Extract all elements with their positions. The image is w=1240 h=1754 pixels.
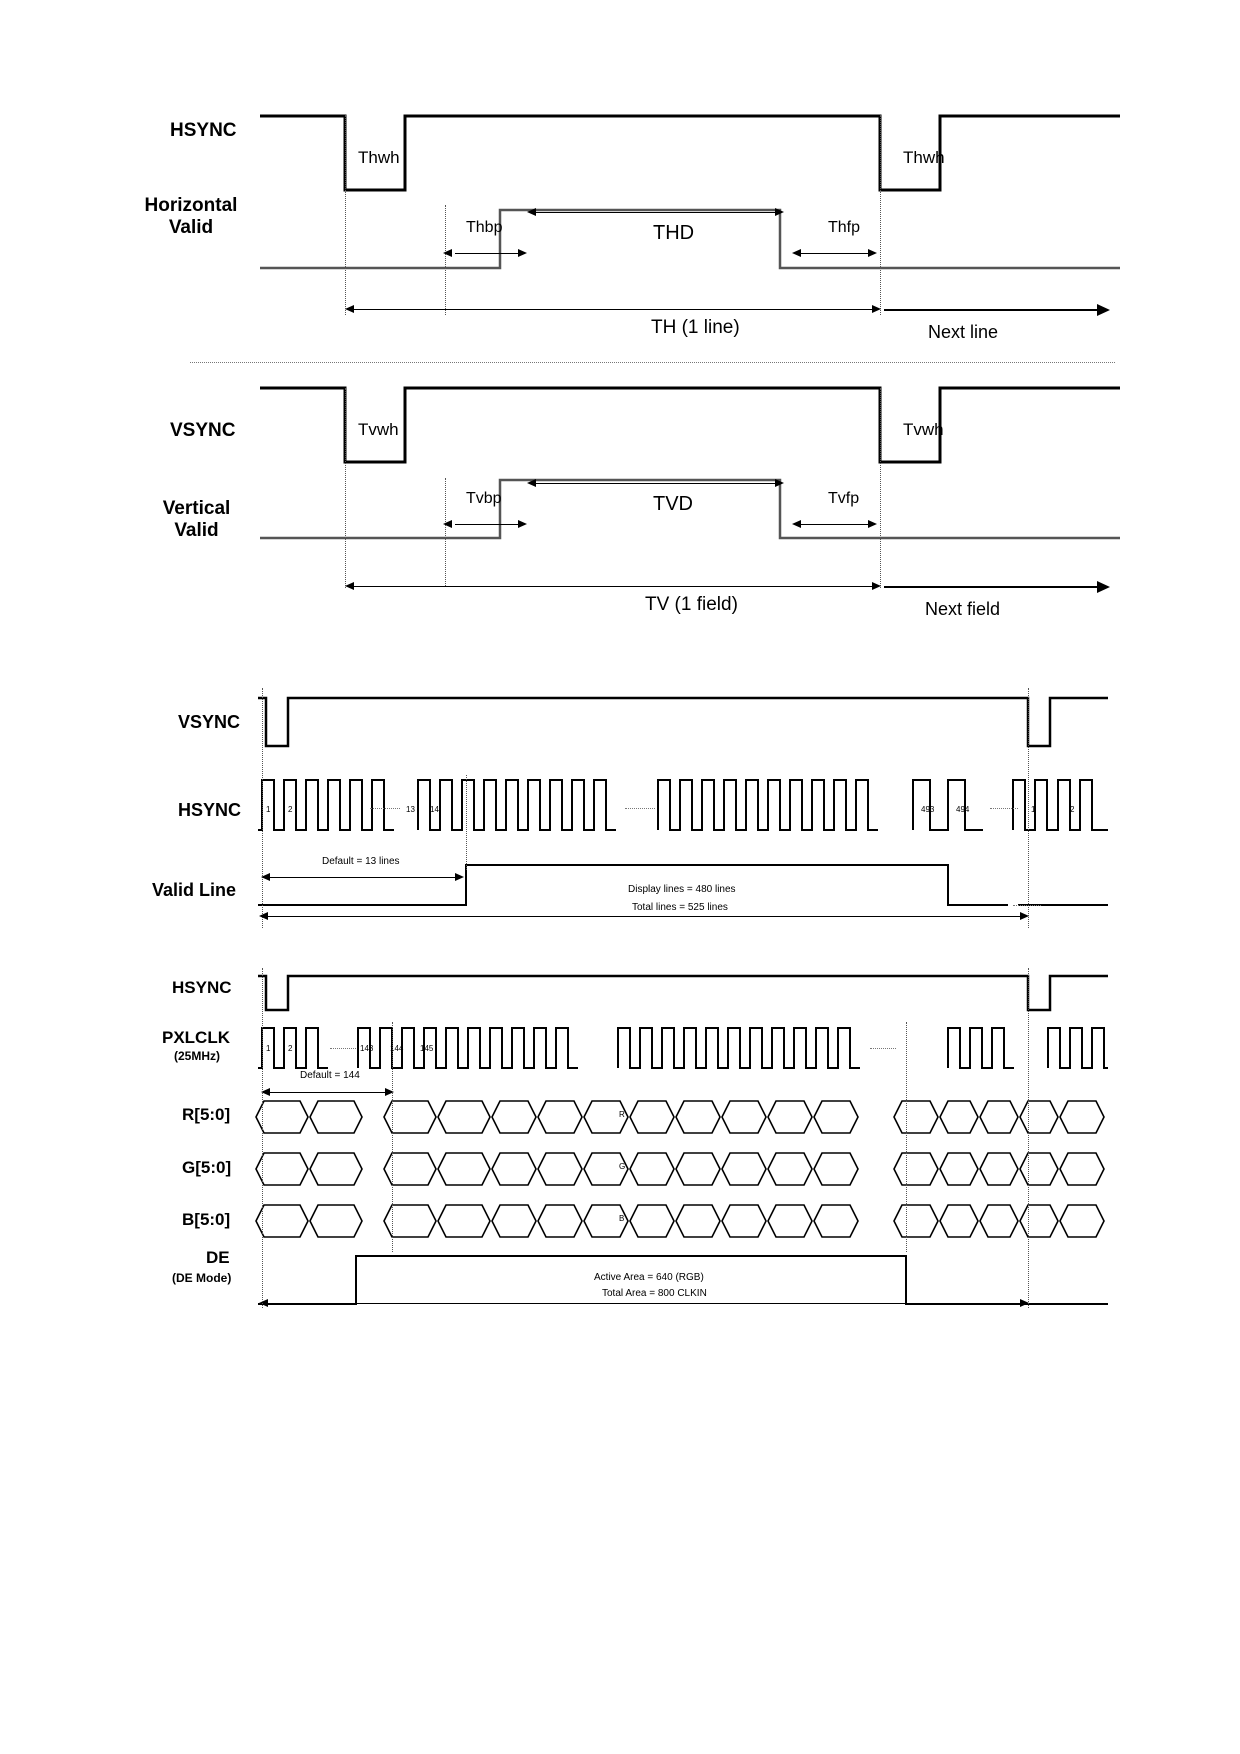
hsync-pulse-num-next2: 2: [1070, 805, 1075, 814]
thbp-arrow-left: [443, 249, 452, 257]
hsync-ellipsis-1: [370, 808, 400, 809]
signal-label-hsync-2: HSYNC: [178, 800, 242, 820]
annotation-thd: THD: [653, 222, 695, 244]
signal-label-g: G[5:0]: [182, 1158, 232, 1177]
annotation-th: TH (1 line): [651, 317, 740, 338]
hsync-pulse-num-next1: 1: [1031, 805, 1036, 814]
annotation-tvbp: Tvbp: [466, 490, 502, 507]
default13-arrow-right: [455, 873, 464, 881]
th-arrow-line: [350, 309, 878, 310]
frame-guide-13: [466, 775, 467, 870]
pxlclk-num-2: 2: [288, 1044, 293, 1053]
dotted-guide-h2: [445, 205, 446, 315]
tvd-arrow-left: [527, 479, 536, 487]
default13-arrow-left: [261, 873, 270, 881]
total-area-arrow-left: [259, 1299, 268, 1307]
annotation-active-area: Active Area = 640 (RGB): [594, 1272, 704, 1283]
thfp-arrow-left: [792, 249, 801, 257]
thd-arrow-right: [775, 208, 784, 216]
total-lines-arrow-left: [259, 912, 268, 920]
thfp-arrow-line: [800, 253, 875, 254]
dotted-guide-v3: [880, 388, 881, 588]
tvfp-arrow-line: [800, 524, 875, 525]
g-cell-letter: G: [619, 1162, 626, 1171]
pxlclk-num-145: 145: [420, 1044, 434, 1053]
thbp-arrow-line: [455, 253, 525, 254]
section-divider: [190, 362, 1115, 363]
tv-arrow-line: [350, 586, 878, 587]
hsync-ellipsis-3: [990, 808, 1018, 809]
signal-label-vertical-valid: Vertical Valid: [162, 498, 231, 541]
total-area-arrow-line: [266, 1303, 1024, 1304]
hsync-pulse-num-13: 13: [406, 805, 415, 814]
annotation-thbp: Thbp: [466, 219, 503, 236]
default144-arrow-line: [268, 1092, 390, 1093]
hsync-burst-waveform: [258, 775, 1108, 837]
dotted-guide-v1: [345, 388, 346, 588]
thfp-arrow-right: [868, 249, 877, 257]
pixel-guide-active-end: [906, 1022, 907, 1252]
hsync-pulse-num-494: 494: [956, 805, 970, 814]
annotation-display-lines: Display lines = 480 lines: [628, 884, 736, 895]
annotation-tvwh-2: Tvwh: [903, 420, 944, 439]
nextline-arrow-line: [884, 309, 1099, 311]
signal-label-de: DE: [206, 1248, 230, 1267]
annotation-thfp: Thfp: [828, 219, 861, 236]
b-cell-letter: B: [619, 1214, 625, 1223]
tvbp-arrow-left: [443, 520, 452, 528]
signal-sublabel-de: (DE Mode): [172, 1271, 232, 1285]
annotation-next-line: Next line: [928, 322, 999, 342]
signal-label-r: R[5:0]: [182, 1105, 231, 1124]
g-data-waveform: [254, 1148, 1114, 1190]
hsync-pulse-num-1: 1: [266, 805, 271, 814]
total-lines-arrow-line: [266, 916, 1024, 917]
tvfp-arrow-right: [868, 520, 877, 528]
pxlclk-ellipsis-1: [330, 1048, 356, 1049]
tvfp-arrow-left: [792, 520, 801, 528]
signal-label-horizontal-valid: Horizontal Valid: [144, 195, 238, 238]
hsync-pulse-num-493: 493: [921, 805, 935, 814]
thbp-arrow-right: [518, 249, 527, 257]
annotation-default-144: Default = 144: [300, 1070, 360, 1081]
nextfield-arrow-line: [884, 586, 1099, 588]
dotted-guide-v2: [445, 478, 446, 586]
pixel-guide-144: [392, 1022, 393, 1252]
annotation-tvd: TVD: [653, 493, 693, 515]
hsync-pulse-num-14: 14: [430, 805, 439, 814]
tv-arrow-left: [345, 582, 354, 590]
signal-label-b: B[5:0]: [182, 1210, 231, 1229]
signal-label-valid-line: Valid Line: [152, 880, 237, 900]
r-cell-letter: R: [619, 1110, 625, 1119]
annotation-total-area: Total Area = 800 CLKIN: [602, 1288, 707, 1299]
pxlclk-num-1: 1: [266, 1044, 271, 1053]
tvd-arrow-right: [775, 479, 784, 487]
frame-guide-end: [1028, 688, 1029, 928]
pixel-guide-start: [262, 968, 263, 1308]
annotation-total-lines: Total lines = 525 lines: [632, 902, 728, 913]
tvbp-arrow-line: [455, 524, 525, 525]
nextfield-arrow-head: [1097, 581, 1110, 593]
annotation-default-13-lines: Default = 13 lines: [322, 856, 400, 867]
valid-line-ellipsis: [1013, 905, 1041, 906]
tvbp-arrow-right: [518, 520, 527, 528]
hsync-waveform-3: [258, 968, 1108, 1018]
signal-label-hsync-1: HSYNC: [170, 120, 237, 141]
signal-label-vsync-1: VSYNC: [170, 420, 236, 441]
hsync-pulse-num-2: 2: [288, 805, 293, 814]
pixel-guide-end: [1028, 968, 1029, 1308]
thd-arrow-line: [536, 212, 781, 213]
th-arrow-left: [345, 305, 354, 313]
nextline-arrow-head: [1097, 304, 1110, 316]
signal-label-vsync-2: VSYNC: [178, 712, 241, 732]
signal-label-pxlclk: PXLCLK: [162, 1028, 230, 1047]
pxlclk-num-144: 144: [390, 1044, 404, 1053]
r-data-waveform: [254, 1096, 1114, 1138]
signal-label-hsync-3: HSYNC: [172, 978, 232, 997]
tv-arrow-right: [872, 582, 881, 590]
hsync-ellipsis-2: [625, 808, 655, 809]
annotation-tvwh-1: Tvwh: [358, 420, 399, 439]
tvd-arrow-line: [536, 483, 781, 484]
annotation-tv: TV (1 field): [645, 594, 738, 615]
default13-arrow-line: [268, 877, 460, 878]
total-lines-arrow-right: [1020, 912, 1029, 920]
signal-sublabel-pxlclk: (25MHz): [174, 1049, 221, 1063]
dotted-guide-h1: [345, 115, 346, 315]
pxlclk-waveform: [258, 1022, 1108, 1074]
annotation-thwh-1: Thwh: [358, 148, 400, 167]
frame-guide-start: [262, 688, 263, 928]
annotation-thwh-2: Thwh: [903, 148, 945, 167]
annotation-next-field: Next field: [925, 599, 1001, 619]
b-data-waveform: [254, 1200, 1114, 1242]
vsync-waveform-2: [258, 688, 1108, 758]
th-arrow-right: [872, 305, 881, 313]
annotation-tvfp: Tvfp: [828, 490, 860, 507]
pxlclk-num-143: 143: [360, 1044, 374, 1053]
thd-arrow-left: [527, 208, 536, 216]
pxlclk-ellipsis-2: [870, 1048, 896, 1049]
dotted-guide-h3: [880, 115, 881, 315]
